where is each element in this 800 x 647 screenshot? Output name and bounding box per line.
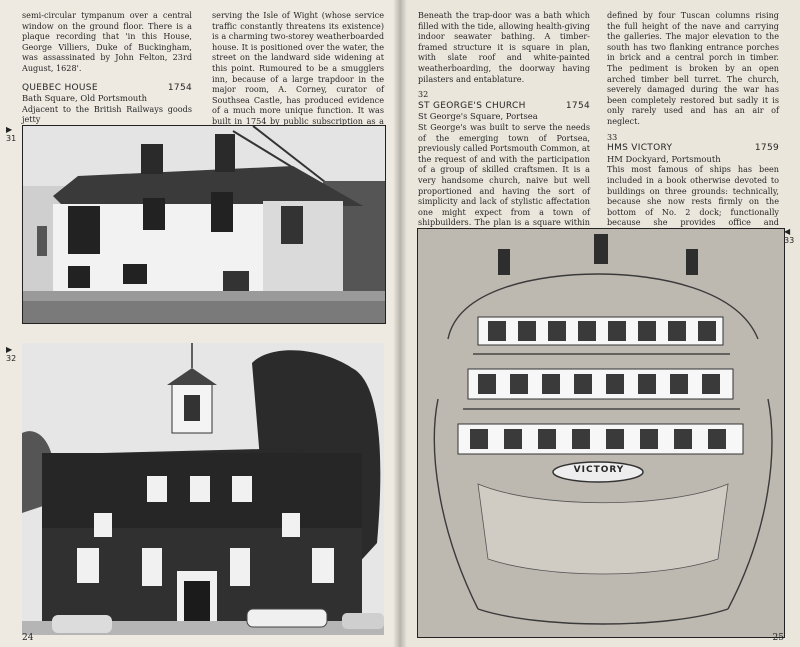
ship-name-label: VICTORY xyxy=(573,465,625,475)
photo-marker-31 xyxy=(6,126,16,143)
arrow-right-icon: ▶ xyxy=(6,345,13,354)
page-number: 24 xyxy=(22,633,34,643)
entry-number: 33 xyxy=(607,132,618,142)
paragraph: Beneath the trap-door was a bath which filled with the tide, allowing health-giving indoor seawater bathing. A timber-framed structure it is square in plan, with slate roof and white-painted weatherboarding, the doorway having pilasters and entablature. xyxy=(418,10,590,84)
book-gutter xyxy=(393,0,407,647)
marker-number: 33 xyxy=(784,236,795,245)
right-page xyxy=(400,0,800,647)
quebec-house-photo xyxy=(22,125,386,324)
paragraph: Adjacent to the British Railways goods jetty xyxy=(22,103,192,125)
entry-number: 32 xyxy=(418,90,429,100)
entry-title: HMS VICTORY xyxy=(607,143,673,154)
marker-number: 31 xyxy=(6,134,17,143)
paragraph: defined by four Tuscan columns rising the full height of the nave and carrying the galleries. The major elevation to the south has two flanking entrance porches in brick and a central porch in timber. The pediment is broken by an open arched timber bell turret. The church, severely damaged during the war has been completely restored but sadly it is only rarely used and has an air of neglect. xyxy=(607,10,779,126)
entry-heading xyxy=(22,83,192,94)
paragraph: St George's was built to serve the needs of the emerging town of Portsea, previously called Portsmouth Common, at the request of and with the participation of a group of skilled craftsmen. It is a very handsome church, naive but well proportioned and having the sort of simplicity and lack of stylistic affectation one might expect from a town of shipbuilders. The plan is a square within xyxy=(418,121,590,228)
page-number: 25 xyxy=(772,633,784,643)
left-column-1 xyxy=(22,10,192,125)
entry-year: 1754 xyxy=(565,100,590,111)
entry-heading xyxy=(607,143,779,154)
arrow-right-icon: ▶ xyxy=(6,125,13,134)
entry-heading xyxy=(418,101,590,112)
entry-year: 1759 xyxy=(754,143,779,154)
entry-address: HM Dockyard, Portsmouth xyxy=(607,153,721,164)
photo-marker-33 xyxy=(784,228,794,245)
entry-year: 1754 xyxy=(167,82,192,93)
arrow-left-icon: ◀ xyxy=(784,227,791,236)
marker-number: 32 xyxy=(6,354,17,363)
entry-address: St George's Square, Portsea xyxy=(418,111,538,122)
paragraph: semi-circular tympanum over a central window on the ground floor. There is a plaque recording that 'in this House, George Villiers, Duke of Buckingham, was assassinated by John Felton, 23rd August, 1628'. xyxy=(22,10,192,73)
paragraph: This most famous of ships has been included in a book otherwise devoted to buildings on three grounds: technically, because she now rests firmly on the bottom of No. 2 dock; functionally because she provides office and xyxy=(607,164,779,228)
entry-title: QUEBEC HOUSE xyxy=(22,82,98,93)
right-column-1 xyxy=(418,10,590,260)
hms-victory-stern-photo xyxy=(417,228,785,638)
paragraph: serving the Isle of Wight (whose service traffic constantly threatens its existence) is a charming two-storey weatherboarded house. It is positioned over the water, the street on the landward side widening at this point. Rumoured to be a smugglers inn, because of a large trapdoor in the major room, A. Corney, curator of Southsea Castle, has produced evidence of a much more unique function. It was built in 1754 by public subscription as a xyxy=(212,10,384,126)
st-georges-church-photo xyxy=(22,343,384,635)
entry-title: ST GEORGE'S CHURCH xyxy=(418,100,526,111)
entry-address: Bath Square, Old Portsmouth xyxy=(22,93,148,104)
photo-marker-32 xyxy=(6,346,16,363)
left-column-2 xyxy=(212,10,384,137)
